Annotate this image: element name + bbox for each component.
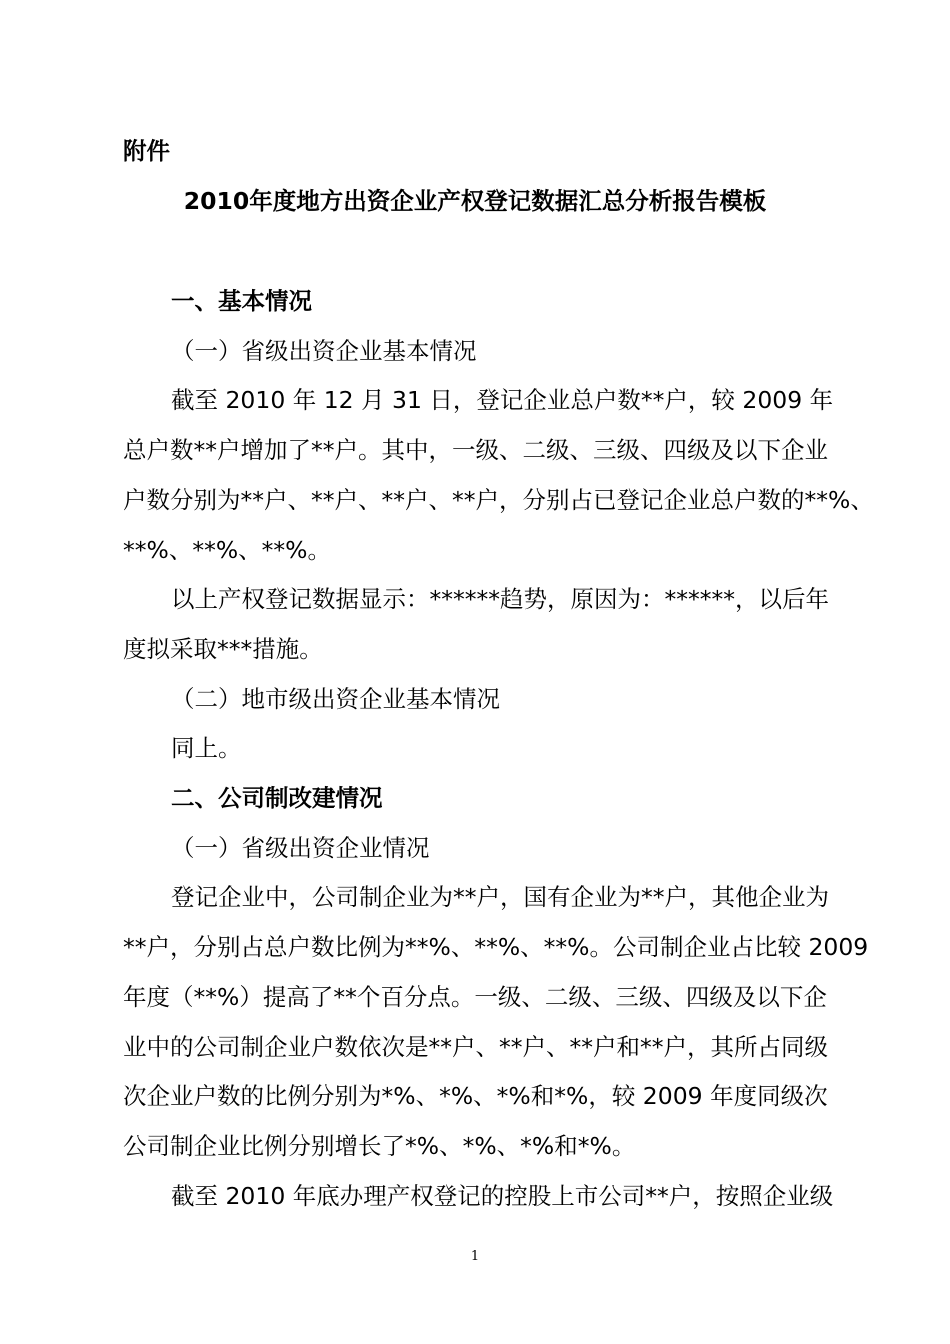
paragraph-line: 公司制企业比例分别增长了*%、*%、*%和*%。 (123, 1132, 636, 1160)
paragraph-line: 业中的公司制企业户数依次是**户、**户、**户和**户，其所占同级 (123, 1033, 828, 1061)
paragraph-line: 同上。 (171, 734, 242, 762)
paragraph-line: **户，分别占总户数比例为**%、**%、**%。公司制企业占比较 2009 (123, 933, 869, 961)
paragraph-line: 年度（**%）提高了**个百分点。一级、二级、三级、四级及以下企 (123, 983, 827, 1011)
paragraph-line: **%、**%、**%。 (123, 536, 331, 564)
section1-sub1-heading: （一）省级出资企业基本情况 (171, 337, 477, 365)
section1-sub2-heading: （二）地市级出资企业基本情况 (171, 685, 500, 713)
section2-sub1-heading: （一）省级出资企业情况 (171, 834, 430, 862)
paragraph-line: 次企业户数的比例分别为*%、*%、*%和*%，较 2009 年度同级次 (123, 1082, 828, 1110)
paragraph-line: 以上产权登记数据显示：******趋势，原因为：******，以后年 (171, 585, 829, 613)
attachment-label: 附件 (123, 137, 170, 165)
page-number: 1 (470, 1249, 480, 1264)
paragraph-line: 登记企业中，公司制企业为**户，国有企业为**户，其他企业为 (171, 883, 829, 911)
section2-heading: 二、公司制改建情况 (171, 784, 383, 812)
paragraph-line: 截至 2010 年底办理产权登记的控股上市公司**户，按照企业级 (171, 1182, 834, 1210)
paragraph-line: 总户数**户增加了**户。其中，一级、二级、三级、四级及以下企业 (123, 436, 828, 464)
document-title: 2010年度地方出资企业产权登记数据汇总分析报告模板 (183, 187, 767, 215)
section1-heading: 一、基本情况 (171, 287, 312, 315)
paragraph-line: 户数分别为**户、**户、**户、**户，分别占已登记企业总户数的**%、 (123, 486, 874, 514)
paragraph-line: 度拟采取***措施。 (123, 635, 323, 663)
paragraph-line: 截至 2010 年 12 月 31 日，登记企业总户数**户，较 2009 年 (171, 386, 834, 414)
